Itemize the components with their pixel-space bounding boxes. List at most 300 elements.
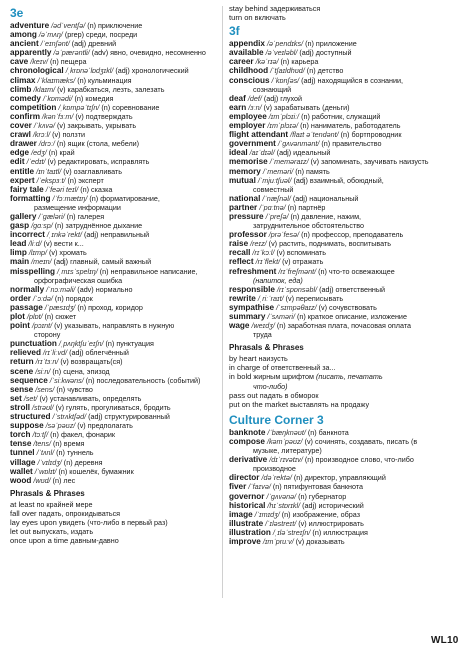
entry-part-of-speech: (n) <box>306 66 316 76</box>
entry-word: memorise <box>229 157 268 167</box>
entry-transcription: /ˈnæʃnəl/ <box>262 193 291 203</box>
entry-meaning: карабкаться, лезть, залезать <box>67 84 165 94</box>
entry-meaning: комедия <box>85 93 114 103</box>
entry-part-of-speech: (prep) <box>64 30 84 40</box>
entry-word: historical <box>229 500 266 510</box>
entry-meaning: иллюстрация <box>323 527 368 537</box>
phrase-meaning: давным-давно <box>70 536 119 546</box>
entry-meaning: главный, самый важный <box>70 257 152 267</box>
entry-meaning: форматирование, <box>100 193 160 203</box>
entry-word: edge <box>10 148 30 158</box>
entry-word: childhood <box>229 66 269 76</box>
vocab-entry <box>10 148 221 157</box>
phrase-note: что-либо) <box>253 381 288 391</box>
phrase-entry <box>229 363 465 372</box>
entry-transcription: /ˈekspɜːt/ <box>36 175 66 185</box>
entry-part-of-speech: (adv) <box>77 284 94 294</box>
entry-transcription: /set/ <box>23 393 38 403</box>
entry-part-of-speech: (n) <box>304 455 314 465</box>
entry-transcription: /ˈvɪlɪdʒ/ <box>37 457 62 467</box>
entry-part-of-speech: (n) <box>50 430 59 440</box>
entry-part-of-speech: (n) <box>56 448 65 458</box>
entry-transcription: /əˈpærəntli/ <box>53 48 90 58</box>
entry-transcription: /dəˈrektə/ <box>261 473 292 483</box>
entry-part-of-speech: (n) <box>54 293 64 303</box>
entry-meaning: карьера <box>291 57 319 67</box>
entry-meaning: затруднённое дыхание <box>65 221 143 231</box>
entry-transcription: /səˈpəʊz/ <box>45 421 76 431</box>
vocab-entry <box>10 239 221 248</box>
entry-word: relieved <box>10 348 41 358</box>
vocab-entry <box>229 428 465 437</box>
entry-meaning: туннель <box>66 448 94 458</box>
vocab-entry <box>229 121 465 130</box>
left-phrase-list <box>10 500 221 545</box>
vocab-entry <box>10 139 221 148</box>
vocab-entry <box>229 537 465 546</box>
entry-meaning: идеальный <box>293 148 331 158</box>
entry-word: village <box>10 457 36 467</box>
phrase-entry <box>229 4 465 13</box>
entry-word: plot <box>10 312 26 321</box>
entry-transcription: /prəˈfesə/ <box>268 230 300 240</box>
entry-transcription: /ˈedɪt/ <box>26 157 46 167</box>
vocab-entry <box>10 221 221 230</box>
entry-meaning: сцена, эпизод <box>63 366 110 376</box>
entry-meaning: работник, служащий <box>311 111 381 121</box>
entry-transcription: /ˈɪmɪdʒ/ <box>254 509 280 519</box>
vocab-entry <box>10 267 221 276</box>
entry-part-of-speech: (adj) <box>301 75 316 85</box>
phrase-text: in bold <box>229 372 252 382</box>
phrase-entry <box>10 509 221 518</box>
vocab-entry <box>10 230 221 239</box>
entry-word: director <box>229 473 260 483</box>
entry-meaning: партнёр <box>298 202 326 212</box>
vocab-entry <box>10 21 221 30</box>
entry-meaning: зарабатывать (деньги) <box>274 102 350 112</box>
entry-transcription: /tens/ <box>33 439 51 449</box>
entry-transcription: /ˈbæŋknəʊt/ <box>267 427 306 437</box>
vocab-entry <box>229 285 465 294</box>
entry-part-of-speech: (n) <box>54 221 64 231</box>
entry-meaning: производное слово, что-либо <box>315 455 414 465</box>
entry-transcription: /dɪˈrɪvətɪv/ <box>269 455 303 465</box>
entry-word: normally <box>10 284 45 294</box>
vocab-entry <box>229 103 465 112</box>
phrase-meaning: наизусть <box>258 354 288 364</box>
vocab-entry <box>229 94 465 103</box>
entry-part-of-speech: (v) <box>295 536 305 546</box>
entry-transcription: /rɪˈliːvd/ <box>42 348 68 358</box>
vocab-entry <box>10 385 221 394</box>
vocab-entry <box>10 185 221 194</box>
phrase-meaning: включать <box>254 13 286 23</box>
entry-transcription: /ɡɑːsp/ <box>31 221 53 231</box>
entry-part-of-speech: (v) <box>43 239 52 249</box>
entry-word: misspelling <box>10 266 56 276</box>
entry-transcription: /rɪˈtɜːn/ <box>35 357 59 367</box>
entry-meaning: растить, поднимать, воспитывать <box>279 239 392 249</box>
entry-part-of-speech: (n) <box>66 211 76 221</box>
entry-word: wood <box>10 475 32 485</box>
entry-part-of-speech: (adj) <box>292 193 308 203</box>
entry-word: derivative <box>229 455 268 465</box>
entry-meaning: музыке, литературе) <box>253 446 322 456</box>
entry-word: banknote <box>229 427 266 437</box>
entry-word: partner <box>229 202 258 212</box>
entry-part-of-speech: (n) <box>89 193 99 203</box>
entry-meaning: пятифунтовая банкнота <box>283 482 364 492</box>
entry-meaning: возвращать(ся) <box>70 357 123 367</box>
entry-transcription: /aɪˈdɪəl/ <box>249 148 275 158</box>
entry-word: cover <box>10 121 32 131</box>
vocab-entry <box>229 257 465 266</box>
vocab-entry <box>10 39 221 48</box>
entry-meaning: труда <box>253 330 272 340</box>
entry-transcription: /ˈsʌməri/ <box>267 312 295 321</box>
section-title-3e: 3e <box>10 6 24 20</box>
entry-word: fairy tale <box>10 184 44 194</box>
entry-meaning: отражать <box>292 257 324 267</box>
entry-word: pressure <box>229 211 264 221</box>
entry-transcription: /ˈnɔːməli/ <box>46 284 76 294</box>
entry-part-of-speech: (n) <box>318 266 327 276</box>
entry-part-of-speech: (n) <box>87 21 96 30</box>
entry-transcription: /rɪˈfreʃmənt/ <box>278 266 317 276</box>
entry-part-of-speech: (adj) <box>299 48 314 58</box>
entry-word: passage <box>10 302 43 312</box>
phrase-text: pass out <box>229 390 258 400</box>
entry-transcription: /ˈsɪmpəθaɪz/ <box>276 302 317 312</box>
entry-word: sense <box>10 384 34 394</box>
entry-meaning: детство <box>317 66 344 76</box>
entry-meaning: правительство <box>332 139 382 149</box>
entry-word: tunnel <box>10 448 35 458</box>
entry-word: comedy <box>10 93 41 103</box>
entry-word: ideal <box>229 148 248 158</box>
phrase-text: at least <box>10 499 35 509</box>
vocab-entry <box>10 167 221 176</box>
entry-meaning: что-то освежающее <box>328 266 395 276</box>
vocab-entry <box>10 458 221 467</box>
entry-transcription: /pɔɪnt/ <box>32 321 53 331</box>
entry-meaning: закрывать, укрывать <box>67 121 137 131</box>
entry-meaning: взаимный, обоюдный, <box>309 175 384 185</box>
vocab-entry <box>10 103 221 112</box>
vocab-entry <box>229 57 465 66</box>
phrase-entry <box>229 354 465 363</box>
entry-meaning: хронологический <box>131 66 189 76</box>
phrase-entry <box>229 391 465 400</box>
entry-part-of-speech: (n) <box>298 491 307 501</box>
entry-part-of-speech: (n) <box>321 139 331 149</box>
entry-word: recall <box>229 248 251 258</box>
vocab-entry <box>10 157 221 166</box>
phrase-text: let out <box>10 527 31 537</box>
entry-transcription: /ˌɪləˈstreɪʃn/ <box>272 527 311 537</box>
entry-part-of-speech: (n) <box>287 202 297 212</box>
entry-part-of-speech: (n) <box>63 457 73 467</box>
entry-meaning: сочинять, создавать, писать (в <box>314 436 418 446</box>
vocab-entry <box>229 294 465 303</box>
entry-part-of-speech: (n) <box>67 175 77 185</box>
entry-word: lead <box>10 239 27 249</box>
entry-word: image <box>229 509 253 519</box>
phrase-meaning: выпускать, издать <box>32 527 94 537</box>
vocab-entry <box>10 330 221 339</box>
phrase-meaning: задерживаться <box>269 4 321 13</box>
entry-part-of-speech: (n) <box>52 475 62 485</box>
vocab-entry <box>10 476 221 485</box>
entry-transcription: /ˈfeəri teɪl/ <box>45 184 79 194</box>
vocab-entry <box>229 239 465 248</box>
vocab-entry <box>10 348 221 357</box>
entry-word: deaf <box>229 93 246 103</box>
entry-part-of-speech: (n) <box>307 427 317 437</box>
vocab-entry <box>229 221 465 230</box>
entry-word: chronological <box>10 66 64 76</box>
entry-part-of-speech: (adj) <box>71 39 87 49</box>
entry-meaning: древний <box>88 39 117 49</box>
entry-word: gasp <box>10 221 30 231</box>
entry-part-of-speech: (n) <box>44 312 54 321</box>
entry-part-of-speech: (v) <box>52 130 61 140</box>
entry-transcription: /def/ <box>247 93 262 103</box>
entry-meaning: исторический <box>318 500 364 510</box>
entry-word: compose <box>229 436 265 446</box>
vocab-entry <box>10 439 221 448</box>
entry-word: cave <box>10 57 29 67</box>
entry-transcription: /flaɪt əˈtendənt/ <box>290 130 339 140</box>
entry-part-of-speech: (n) <box>280 57 290 67</box>
phrase-meaning: падать в обморок <box>259 390 319 400</box>
entry-meaning: национальный <box>309 193 359 203</box>
entry-word: wage <box>229 321 250 331</box>
vocab-entry <box>229 85 465 94</box>
entry-word: appendix <box>229 39 265 49</box>
vocab-entry <box>229 482 465 491</box>
vocab-entry <box>10 394 221 403</box>
entry-meaning: краткое описание, изложение <box>307 312 407 321</box>
vocab-entry <box>229 303 465 312</box>
vocab-entry <box>229 276 465 285</box>
entry-meaning: неправильный <box>100 230 150 240</box>
entry-meaning: соревнование <box>112 102 160 112</box>
entry-transcription: /ˈɔːdə/ <box>32 293 53 303</box>
vocab-entry <box>229 176 465 185</box>
right-top-phrases <box>229 4 465 22</box>
vocab-entry <box>229 267 465 276</box>
entry-part-of-speech: (adj) <box>69 348 84 358</box>
entry-word: wallet <box>10 466 33 476</box>
entry-meaning: переписывать <box>295 293 344 303</box>
entry-word: crawl <box>10 130 31 140</box>
phrase-meaning: ответственный за... <box>270 363 336 373</box>
entry-meaning: иллюстрировать <box>308 518 364 528</box>
entry-transcription: /ˈɡʌvənmənt/ <box>277 139 320 149</box>
entry-part-of-speech: (n) <box>276 321 286 331</box>
entry-word: competition <box>10 102 57 112</box>
entry-transcription: /ˌpʌŋktʃuˈeɪʃn/ <box>58 339 104 349</box>
entry-meaning: последовательность (событий) <box>96 375 201 385</box>
phrase-entry <box>229 382 465 391</box>
entry-part-of-speech: (n) <box>340 130 350 140</box>
entry-transcription: /rɪˈkɔːl/ <box>252 248 275 258</box>
entry-transcription: /ˈɪləstreɪt/ <box>265 518 297 528</box>
entry-meaning: чувство <box>67 384 93 394</box>
entry-meaning: размещение информации <box>34 202 121 212</box>
entry-part-of-speech: (adj) <box>83 230 99 240</box>
phrase-meaning: выставлять на продажу <box>290 399 370 409</box>
phrase-entry <box>10 518 221 527</box>
entry-transcription: /edʒ/ <box>31 148 47 158</box>
entry-transcription: /ˈkʌvə/ <box>33 121 56 131</box>
entry-meaning: кошелёк, бумажник <box>69 466 134 476</box>
phrase-entry <box>10 536 221 545</box>
entry-transcription: /ˈwɒlɪt/ <box>34 466 57 476</box>
entry-transcription: /ˌriːˈraɪt/ <box>257 293 284 303</box>
entry-meaning: предполагать <box>87 421 133 431</box>
entry-part-of-speech: (n) <box>290 211 300 221</box>
vocab-entry <box>10 194 221 203</box>
entry-meaning: вести к... <box>53 239 84 249</box>
vocab-entry <box>10 430 221 439</box>
entry-word: among <box>10 30 37 40</box>
entry-word: suppose <box>10 421 44 431</box>
entry-meaning: память <box>306 166 330 176</box>
vocab-entry <box>229 112 465 121</box>
entry-part-of-speech: (n) <box>305 39 314 49</box>
entry-part-of-speech: (n) <box>48 148 58 158</box>
entry-transcription: /sens/ <box>35 384 55 394</box>
entry-part-of-speech: (v) <box>318 302 328 312</box>
entry-transcription: /reɪz/ <box>250 239 267 249</box>
entry-word: confirm <box>10 111 41 121</box>
vocab-entry <box>10 130 221 139</box>
entry-word: expert <box>10 175 35 185</box>
entry-transcription: /ˈpreʃə/ <box>265 211 289 221</box>
entry-part-of-speech: (adj) <box>53 257 69 267</box>
vocab-entry <box>229 473 465 482</box>
entry-word: illustration <box>229 527 271 537</box>
entry-meaning: редактировать, исправлять <box>57 157 150 167</box>
entry-word: adventure <box>10 21 50 30</box>
entry-part-of-speech: (n) <box>312 527 322 537</box>
entry-meaning: порядок <box>65 293 93 303</box>
entry-transcription: /ədˈventʃə/ <box>51 21 86 30</box>
entry-word: refreshment <box>229 266 277 276</box>
vocab-entry <box>10 303 221 312</box>
vocab-entry <box>10 467 221 476</box>
vocab-entry <box>10 321 221 330</box>
entry-transcription: /drɔː/ <box>38 139 55 149</box>
entry-meaning: давление, нажим, <box>301 211 362 221</box>
right-entry-list <box>229 39 465 339</box>
entry-word: employee <box>229 111 267 121</box>
left-phrases-title: Phrasals & Phrases <box>10 488 85 498</box>
entry-word: edit <box>10 157 25 167</box>
entry-word: national <box>229 193 261 203</box>
vocab-entry <box>10 276 221 285</box>
entry-part-of-speech: (adj) <box>263 93 279 103</box>
phrase-entry <box>10 527 221 536</box>
entry-word: climax <box>10 75 36 85</box>
entry-meaning: указывать, направлять в нужную <box>64 321 175 331</box>
entry-transcription: /ˌkɒmpəˈtɪʃn/ <box>58 102 100 112</box>
entry-part-of-speech: (v) <box>298 518 307 528</box>
vocab-entry <box>229 39 465 48</box>
entry-part-of-speech: (v) <box>285 293 294 303</box>
entry-word: fiver <box>229 482 247 492</box>
entry-part-of-speech: (v) <box>263 102 273 112</box>
entry-transcription: /ˌkrɒnəˈlɒdʒɪkl/ <box>65 66 114 76</box>
entry-transcription: /kəmˈpəʊz/ <box>266 436 303 446</box>
culture-corner-title: Culture Corner 3 <box>229 412 324 427</box>
entry-part-of-speech: (n) <box>58 466 68 476</box>
entry-word: scene <box>10 366 34 376</box>
entry-transcription: /əˈpendɪks/ <box>266 39 304 49</box>
vocab-entry <box>10 66 221 75</box>
entry-meaning: озаглавливать <box>73 166 122 176</box>
entry-part-of-speech: (adj) <box>302 500 317 510</box>
entry-part-of-speech: (n) <box>296 312 306 321</box>
vocab-entry <box>10 85 221 94</box>
phrase-note: (писать, печатать <box>315 372 383 382</box>
entry-word: summary <box>229 312 266 321</box>
entry-meaning: ответственный <box>335 284 386 294</box>
entry-meaning: производное <box>253 464 296 474</box>
phrase-text: by heart <box>229 354 257 364</box>
vocab-entry <box>10 76 221 85</box>
entry-word: order <box>10 293 31 303</box>
entry-part-of-speech: (n) <box>300 121 309 131</box>
entry-word: structured <box>10 412 51 422</box>
column-divider <box>222 6 223 598</box>
vocab-entry <box>229 312 465 321</box>
phrase-text: in charge of <box>229 363 269 373</box>
entry-transcription: /ˈstrʌktʃəd/ <box>52 412 87 422</box>
entry-part-of-speech: (v) <box>55 402 65 412</box>
entry-transcription: /ɪmˈpruːv/ <box>262 536 294 546</box>
entry-transcription: /ˈtʌnl/ <box>36 448 55 458</box>
entry-transcription: /əˈveɪləbl/ <box>265 48 298 58</box>
vocab-entry <box>229 510 465 519</box>
page-label: WL10 <box>431 635 459 646</box>
entry-part-of-speech: (n) <box>101 102 111 112</box>
entry-word: limp <box>10 248 27 258</box>
entry-part-of-speech: (n) <box>74 93 84 103</box>
vocab-entry <box>10 376 221 385</box>
entry-transcription: /ˈmeməri/ <box>262 166 294 176</box>
entry-meaning: сочувствовать <box>329 302 377 312</box>
entry-part-of-speech: (n) <box>56 139 66 149</box>
vocab-entry <box>10 94 221 103</box>
entry-transcription: /ˈɡæləri/ <box>38 211 65 221</box>
entry-transcription: /ˈpɑːtnə/ <box>259 202 286 212</box>
entry-word: stroll <box>10 402 31 412</box>
entry-word: employer <box>229 121 266 131</box>
entry-meaning: изображение, образ <box>292 509 361 519</box>
entry-part-of-speech: (n) <box>77 75 86 85</box>
entry-meaning: деревня <box>74 457 103 467</box>
entry-transcription: /hɪˈstɒrɪkl/ <box>267 500 301 510</box>
entry-part-of-speech: (n) <box>85 375 95 385</box>
entry-word: point <box>10 321 31 331</box>
entry-word: punctuation <box>10 339 57 349</box>
entry-meaning: находящийся в сознании, <box>317 75 404 85</box>
entry-meaning: вспоминать <box>286 248 326 258</box>
